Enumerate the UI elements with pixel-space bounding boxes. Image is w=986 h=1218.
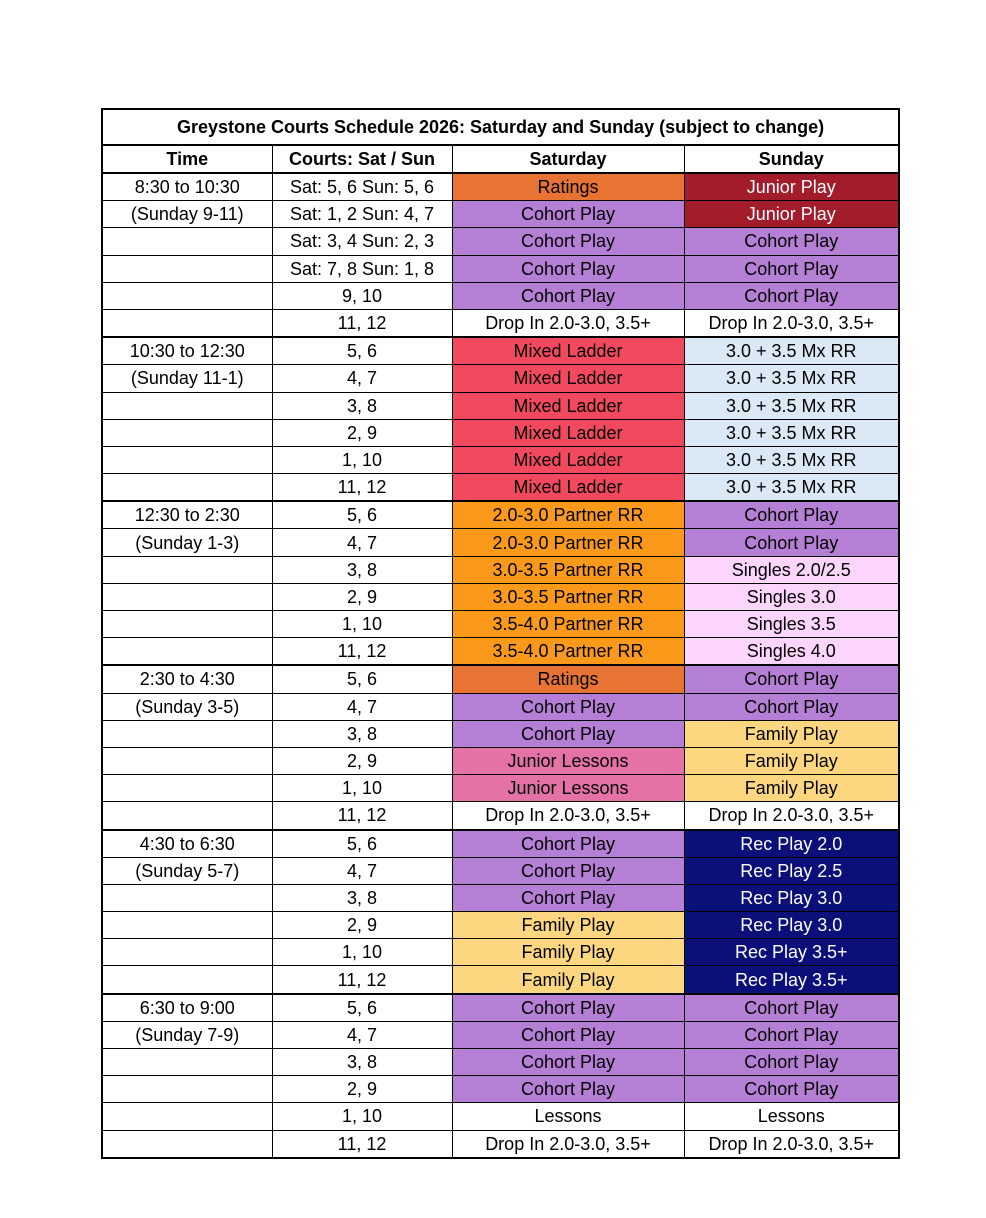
courts-cell: 5, 6 [272, 337, 452, 365]
saturday-cell: Ratings [452, 665, 684, 693]
table-row [102, 201, 899, 228]
table-row [102, 228, 899, 255]
sunday-cell: 3.0 + 3.5 Mx RR [684, 419, 899, 446]
courts-cell: 4, 7 [272, 529, 452, 556]
saturday-cell: 3.5-4.0 Partner RR [452, 638, 684, 666]
saturday-cell: Family Play [452, 966, 684, 994]
table-row [102, 1049, 899, 1076]
table-row [102, 720, 899, 747]
courts-cell: 4, 7 [272, 1021, 452, 1048]
sunday-cell: Drop In 2.0-3.0, 3.5+ [684, 802, 899, 830]
sunday-cell: Cohort Play [684, 693, 899, 720]
sunday-cell: Rec Play 3.0 [684, 912, 899, 939]
saturday-cell: Cohort Play [452, 201, 684, 228]
courts-cell: 5, 6 [272, 501, 452, 529]
table-row [102, 1076, 899, 1103]
table-row [102, 556, 899, 583]
saturday-cell: Cohort Play [452, 1021, 684, 1048]
saturday-cell: Cohort Play [452, 857, 684, 884]
saturday-cell: 3.0-3.5 Partner RR [452, 583, 684, 610]
saturday-cell: Cohort Play [452, 1049, 684, 1076]
sunday-cell: Cohort Play [684, 282, 899, 309]
time-cell [102, 419, 272, 446]
table-row [102, 857, 899, 884]
courts-cell: 2, 9 [272, 419, 452, 446]
courts-cell: 11, 12 [272, 638, 452, 666]
courts-cell: 11, 12 [272, 802, 452, 830]
table-row [102, 1130, 899, 1158]
courts-cell: 4, 7 [272, 693, 452, 720]
table-row [102, 529, 899, 556]
saturday-cell: Cohort Play [452, 228, 684, 255]
table-row [102, 583, 899, 610]
table-row [102, 912, 899, 939]
table-row [102, 611, 899, 638]
sunday-cell: Cohort Play [684, 228, 899, 255]
table-row [102, 365, 899, 392]
sunday-cell: 3.0 + 3.5 Mx RR [684, 365, 899, 392]
table-row [102, 419, 899, 446]
saturday-cell: Mixed Ladder [452, 337, 684, 365]
header-courts: Courts: Sat / Sun [272, 145, 452, 173]
header-time: Time [102, 145, 272, 173]
table-row [102, 830, 899, 858]
table-row [102, 255, 899, 282]
saturday-cell: Cohort Play [452, 994, 684, 1022]
header-saturday: Saturday [452, 145, 684, 173]
courts-cell: 11, 12 [272, 1130, 452, 1158]
sunday-cell: Cohort Play [684, 1076, 899, 1103]
table-row [102, 1021, 899, 1048]
table-row [102, 775, 899, 802]
saturday-cell: Cohort Play [452, 830, 684, 858]
time-cell [102, 611, 272, 638]
sunday-cell: Cohort Play [684, 255, 899, 282]
courts-cell: 11, 12 [272, 966, 452, 994]
sunday-cell: Family Play [684, 747, 899, 774]
time-cell [102, 474, 272, 502]
time-cell: (Sunday 7-9) [102, 1021, 272, 1048]
table-row [102, 638, 899, 666]
sunday-cell: Drop In 2.0-3.0, 3.5+ [684, 1130, 899, 1158]
saturday-cell: Drop In 2.0-3.0, 3.5+ [452, 1130, 684, 1158]
sunday-cell: Junior Play [684, 201, 899, 228]
courts-cell: 3, 8 [272, 392, 452, 419]
sunday-cell: Family Play [684, 720, 899, 747]
saturday-cell: Mixed Ladder [452, 474, 684, 502]
saturday-cell: 3.5-4.0 Partner RR [452, 611, 684, 638]
courts-cell: 3, 8 [272, 720, 452, 747]
time-cell [102, 583, 272, 610]
time-cell [102, 392, 272, 419]
time-cell [102, 1103, 272, 1130]
saturday-cell: Cohort Play [452, 693, 684, 720]
courts-cell: 1, 10 [272, 1103, 452, 1130]
table-row [102, 173, 899, 201]
courts-cell: Sat: 7, 8 Sun: 1, 8 [272, 255, 452, 282]
time-cell [102, 282, 272, 309]
table-row [102, 802, 899, 830]
sunday-cell: Rec Play 2.0 [684, 830, 899, 858]
sunday-cell: 3.0 + 3.5 Mx RR [684, 446, 899, 473]
courts-cell: 2, 9 [272, 1076, 452, 1103]
schedule-table [101, 108, 900, 1159]
saturday-cell: Drop In 2.0-3.0, 3.5+ [452, 802, 684, 830]
courts-cell: Sat: 1, 2 Sun: 4, 7 [272, 201, 452, 228]
time-cell: (Sunday 11-1) [102, 365, 272, 392]
sunday-cell: Rec Play 3.5+ [684, 966, 899, 994]
sunday-cell: Lessons [684, 1103, 899, 1130]
time-cell: 12:30 to 2:30 [102, 501, 272, 529]
saturday-cell: Cohort Play [452, 255, 684, 282]
time-cell [102, 255, 272, 282]
courts-cell: 3, 8 [272, 556, 452, 583]
courts-cell: 5, 6 [272, 994, 452, 1022]
time-cell: 8:30 to 10:30 [102, 173, 272, 201]
table-row [102, 309, 899, 337]
courts-cell: 9, 10 [272, 282, 452, 309]
saturday-cell: Cohort Play [452, 1076, 684, 1103]
sunday-cell: Singles 3.5 [684, 611, 899, 638]
saturday-cell: Junior Lessons [452, 775, 684, 802]
courts-cell: 2, 9 [272, 747, 452, 774]
sunday-cell: Cohort Play [684, 1021, 899, 1048]
saturday-cell: 3.0-3.5 Partner RR [452, 556, 684, 583]
sunday-cell: Cohort Play [684, 529, 899, 556]
sunday-cell: Cohort Play [684, 994, 899, 1022]
time-cell: (Sunday 5-7) [102, 857, 272, 884]
time-cell [102, 1130, 272, 1158]
time-cell: (Sunday 3-5) [102, 693, 272, 720]
courts-cell: 1, 10 [272, 446, 452, 473]
courts-cell: 3, 8 [272, 884, 452, 911]
table-row [102, 501, 899, 529]
sunday-cell: Rec Play 2.5 [684, 857, 899, 884]
time-cell: 10:30 to 12:30 [102, 337, 272, 365]
schedule-title: Greystone Courts Schedule 2026: Saturday and Sunday (subject to change) [102, 109, 899, 145]
sunday-cell: Drop In 2.0-3.0, 3.5+ [684, 309, 899, 337]
courts-cell: 1, 10 [272, 775, 452, 802]
schedule-body [102, 173, 899, 1158]
time-cell [102, 802, 272, 830]
courts-cell: 2, 9 [272, 583, 452, 610]
courts-cell: 4, 7 [272, 365, 452, 392]
saturday-cell: Family Play [452, 912, 684, 939]
time-cell [102, 720, 272, 747]
courts-cell: Sat: 5, 6 Sun: 5, 6 [272, 173, 452, 201]
sunday-cell: Singles 2.0/2.5 [684, 556, 899, 583]
table-row [102, 994, 899, 1022]
saturday-cell: Cohort Play [452, 282, 684, 309]
courts-cell: Sat: 3, 4 Sun: 2, 3 [272, 228, 452, 255]
saturday-cell: Mixed Ladder [452, 446, 684, 473]
time-cell: (Sunday 9-11) [102, 201, 272, 228]
saturday-cell: Drop In 2.0-3.0, 3.5+ [452, 309, 684, 337]
saturday-cell: Family Play [452, 939, 684, 966]
saturday-cell: 2.0-3.0 Partner RR [452, 501, 684, 529]
sunday-cell: Cohort Play [684, 1049, 899, 1076]
time-cell: 2:30 to 4:30 [102, 665, 272, 693]
saturday-cell: Cohort Play [452, 720, 684, 747]
time-cell [102, 966, 272, 994]
sunday-cell: Cohort Play [684, 665, 899, 693]
header-sunday: Sunday [684, 145, 899, 173]
table-row [102, 747, 899, 774]
sunday-cell: Singles 3.0 [684, 583, 899, 610]
saturday-cell: Junior Lessons [452, 747, 684, 774]
saturday-cell: 2.0-3.0 Partner RR [452, 529, 684, 556]
sunday-cell: 3.0 + 3.5 Mx RR [684, 337, 899, 365]
courts-cell: 5, 6 [272, 830, 452, 858]
saturday-cell: Cohort Play [452, 884, 684, 911]
time-cell [102, 912, 272, 939]
courts-cell: 5, 6 [272, 665, 452, 693]
saturday-cell: Mixed Ladder [452, 365, 684, 392]
table-row [102, 337, 899, 365]
table-row [102, 392, 899, 419]
table-row [102, 884, 899, 911]
saturday-cell: Mixed Ladder [452, 392, 684, 419]
sunday-cell: Singles 4.0 [684, 638, 899, 666]
time-cell [102, 884, 272, 911]
sunday-cell: Cohort Play [684, 501, 899, 529]
table-row [102, 1103, 899, 1130]
time-cell [102, 228, 272, 255]
courts-cell: 1, 10 [272, 939, 452, 966]
saturday-cell: Ratings [452, 173, 684, 201]
sunday-cell: Rec Play 3.0 [684, 884, 899, 911]
time-cell [102, 747, 272, 774]
time-cell [102, 1049, 272, 1076]
time-cell [102, 309, 272, 337]
table-row [102, 939, 899, 966]
courts-cell: 11, 12 [272, 474, 452, 502]
time-cell [102, 446, 272, 473]
sunday-cell: 3.0 + 3.5 Mx RR [684, 392, 899, 419]
time-cell: 6:30 to 9:00 [102, 994, 272, 1022]
courts-cell: 11, 12 [272, 309, 452, 337]
table-row [102, 474, 899, 502]
time-cell [102, 1076, 272, 1103]
time-cell: 4:30 to 6:30 [102, 830, 272, 858]
courts-cell: 2, 9 [272, 912, 452, 939]
courts-cell: 1, 10 [272, 611, 452, 638]
sunday-cell: Junior Play [684, 173, 899, 201]
saturday-cell: Lessons [452, 1103, 684, 1130]
time-cell [102, 638, 272, 666]
time-cell: (Sunday 1-3) [102, 529, 272, 556]
table-row [102, 665, 899, 693]
sunday-cell: 3.0 + 3.5 Mx RR [684, 474, 899, 502]
time-cell [102, 775, 272, 802]
table-row [102, 282, 899, 309]
saturday-cell: Mixed Ladder [452, 419, 684, 446]
courts-cell: 3, 8 [272, 1049, 452, 1076]
time-cell [102, 556, 272, 583]
sunday-cell: Rec Play 3.5+ [684, 939, 899, 966]
sunday-cell: Family Play [684, 775, 899, 802]
courts-cell: 4, 7 [272, 857, 452, 884]
table-row [102, 446, 899, 473]
table-row [102, 966, 899, 994]
table-row [102, 693, 899, 720]
time-cell [102, 939, 272, 966]
